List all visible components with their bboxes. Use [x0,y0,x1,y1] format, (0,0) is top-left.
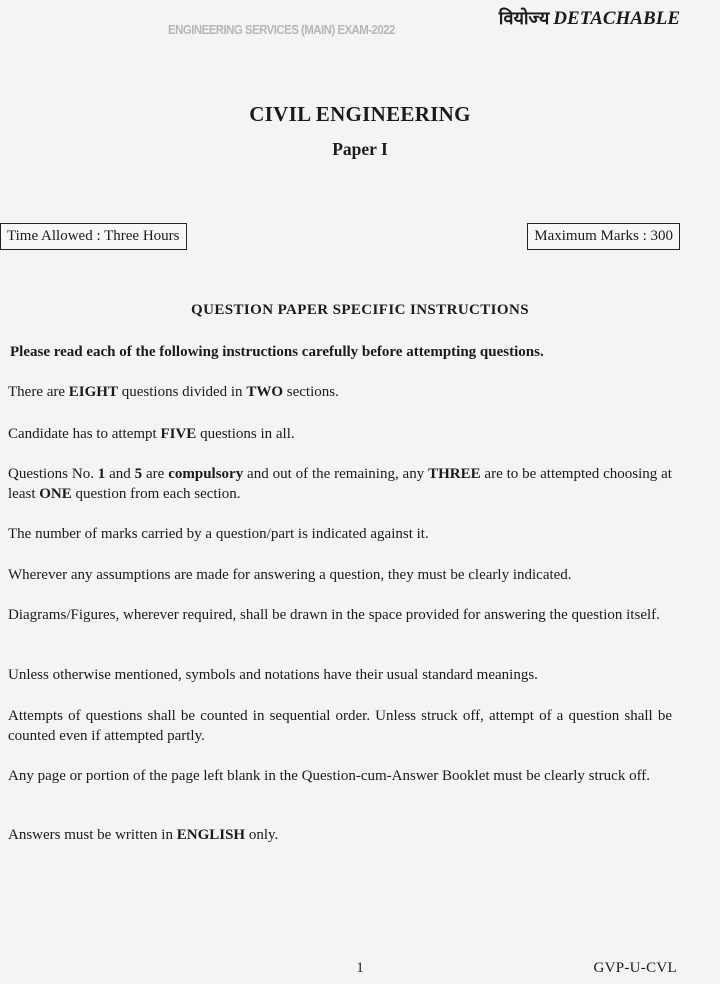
instruction-symbols: Unless otherwise mentioned, symbols and notations have their usual standard meanings. [8,667,538,683]
paper-code: GVP-U-CVL [593,960,677,976]
instruction-attempt-count: Candidate has to attempt FIVE questions in all. [8,426,295,442]
exam-name-watermark: ENGINEERING SERVICES (MAIN) EXAM-2022 [168,22,395,37]
paper-title: CIVIL ENGINEERING [249,102,471,126]
lead-instruction: Please read each of the following instructions carefully before attempting questions. [10,344,544,360]
instruction-marks: The number of marks carried by a question/part is indicated against it. [8,526,429,542]
instruction-diagrams: Diagrams/Figures, wherever required, shall be drawn in the space provided for answering the question itself. [8,607,660,623]
detachable-english: DETACHABLE [553,8,680,29]
instruction-sequential-order: Attempts of questions shall be counted in sequential order. Unless struck off, attempt of a question shall be counted even if attempted partly. [8,708,672,744]
instructions-heading: QUESTION PAPER SPECIFIC INSTRUCTIONS [191,302,529,318]
detachable-label [499,6,680,30]
instruction-blank-pages: Any page or portion of the page left blank in the Question-cum-Answer Booklet must be clearly struck off. [8,768,651,784]
instruction-assumptions: Wherever any assumptions are made for answering a question, they must be clearly indicated. [8,567,572,583]
detachable-hindi: वियोज्य [498,8,550,29]
page-number: 1 [356,960,364,976]
maximum-marks-box: Maximum Marks : 300 [527,223,680,250]
paper-subtitle: Paper I [332,139,388,159]
instruction-language: Answers must be written in ENGLISH only. [8,827,279,843]
instruction-sections: There are EIGHT questions divided in TWO sections. [8,384,339,400]
time-allowed-box: Time Allowed : Three Hours [0,223,187,250]
instruction-compulsory: Questions No. 1 and 5 are compulsory and out of the remaining, any THREE are to be attempted choosing at least ONE question from each section. [8,466,672,502]
